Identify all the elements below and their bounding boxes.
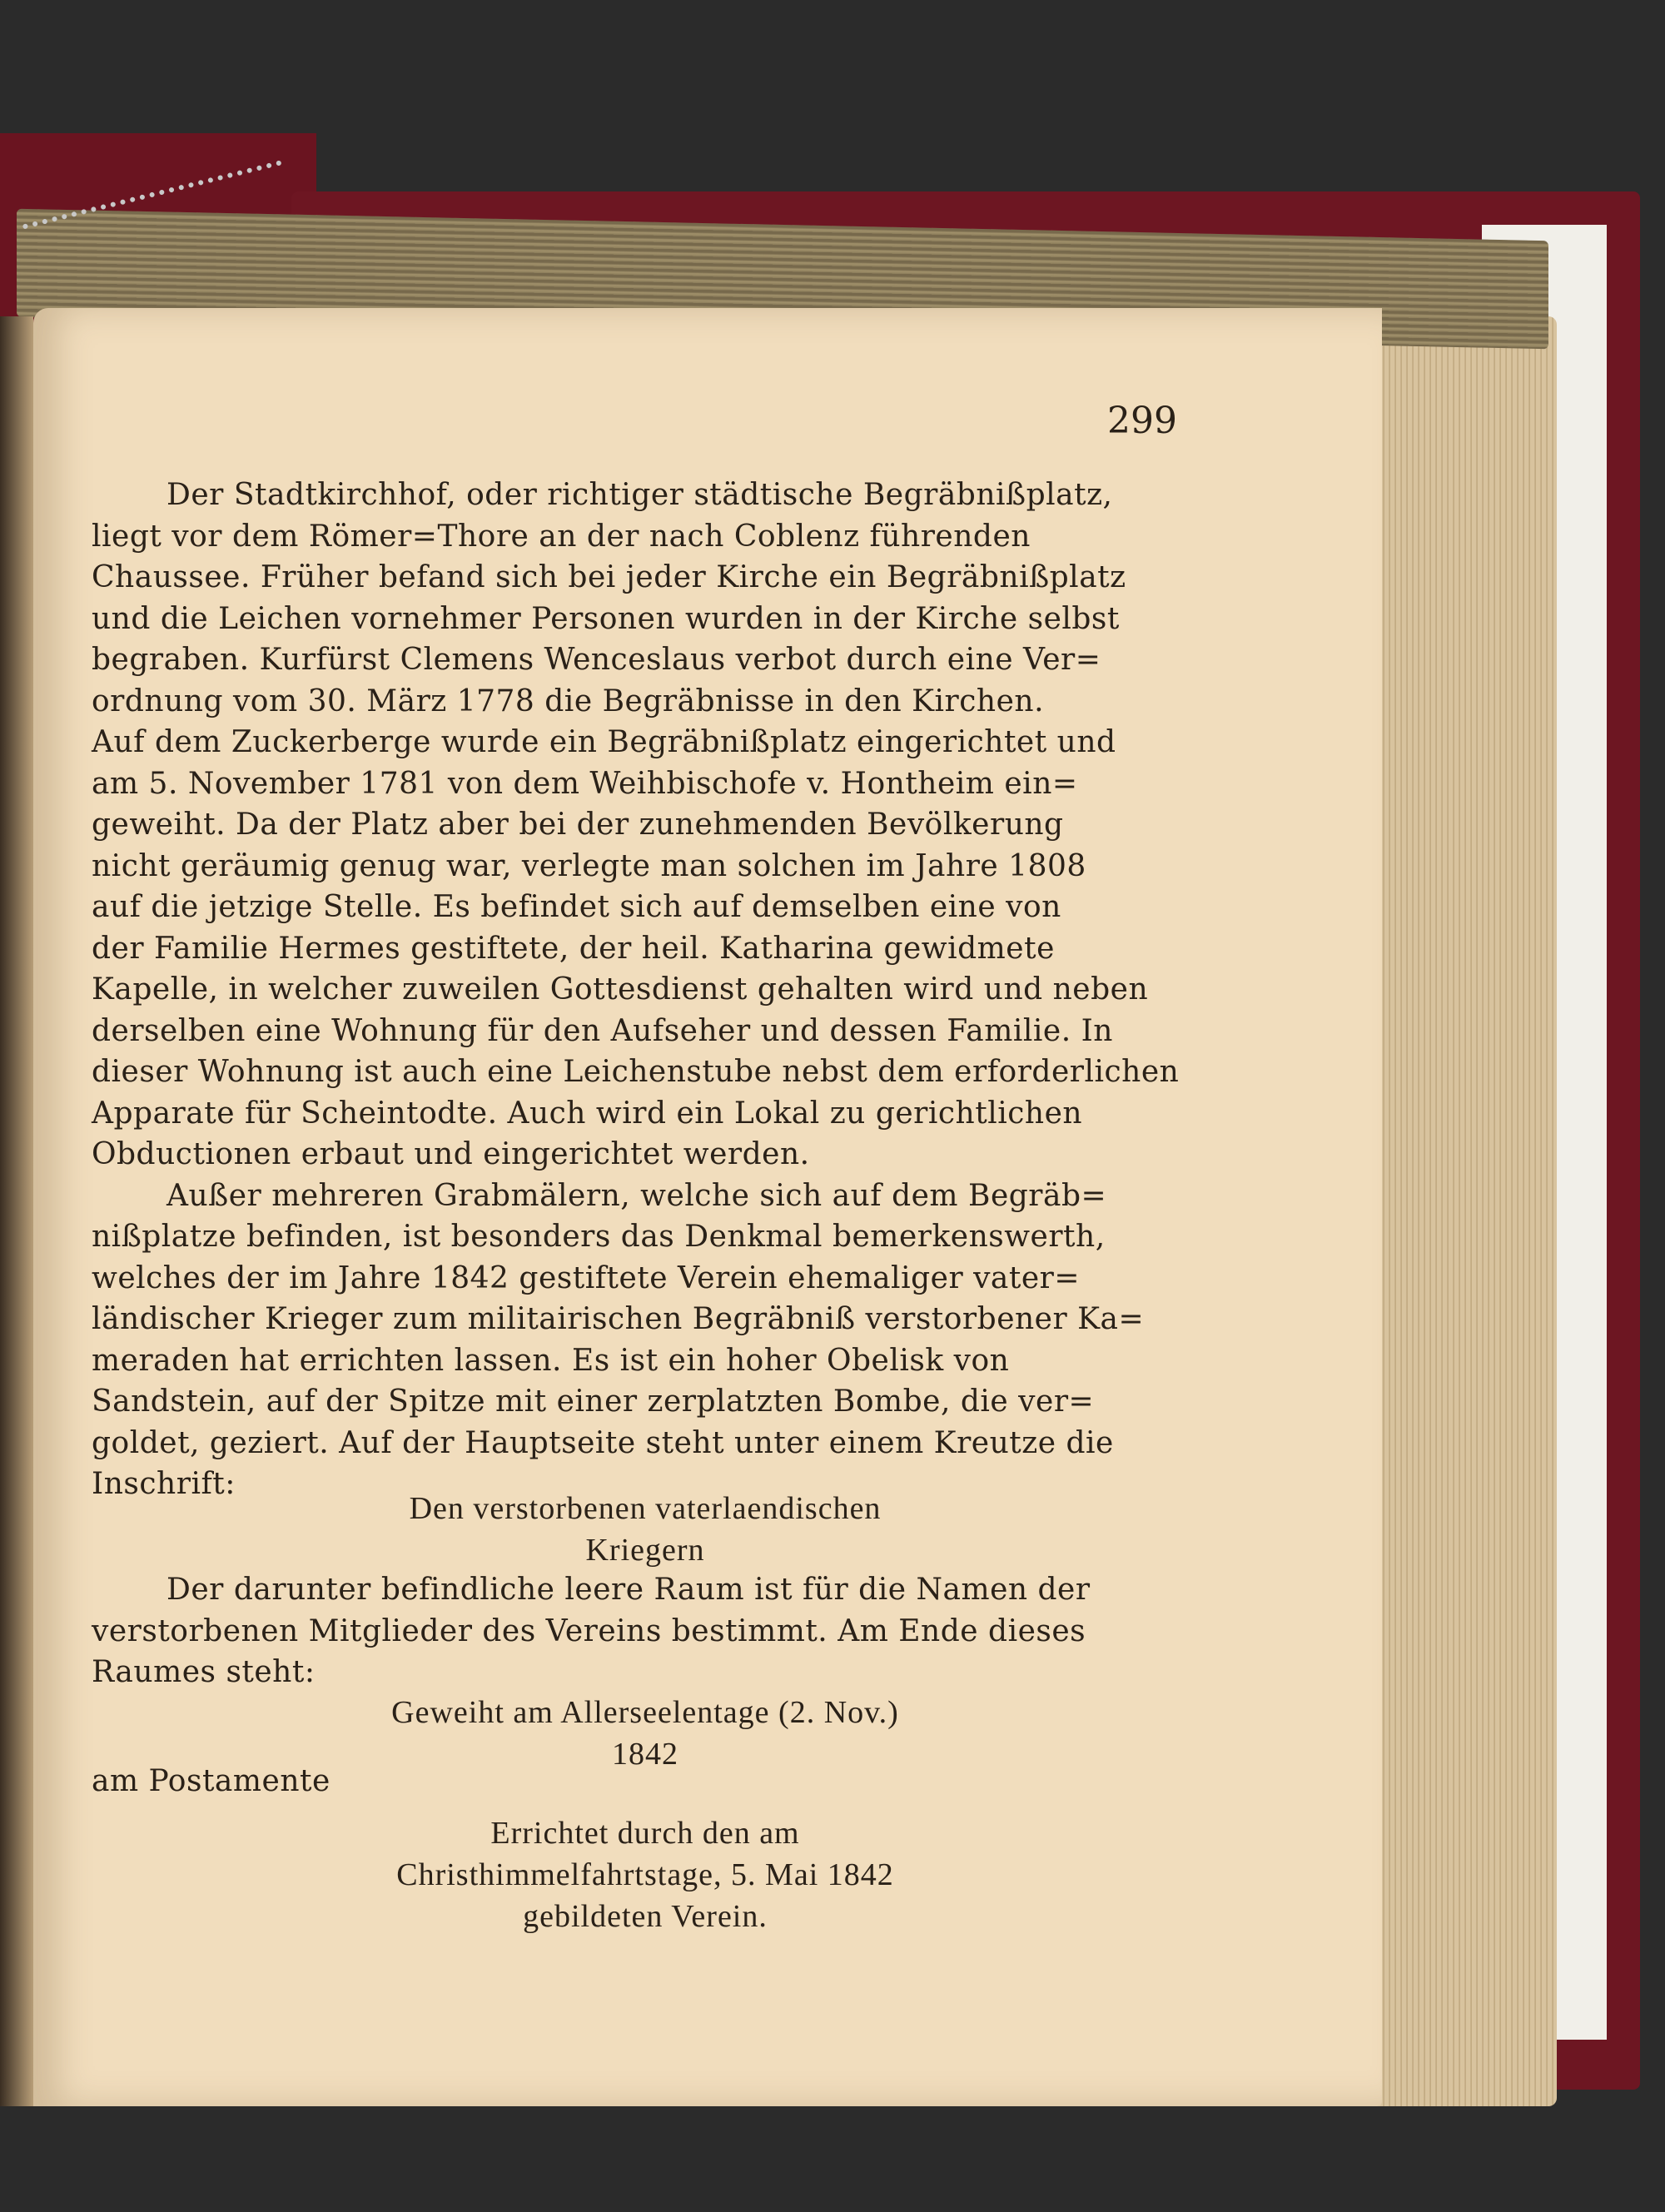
page-gutter: [0, 316, 33, 2106]
text-line: nicht geräumig genug war, verlegte man solchen im Jahre 1808: [92, 848, 1086, 883]
text-line: Auf dem Zuckerberge wurde ein Begräbnißplatz eingerichtet und: [92, 725, 1116, 759]
paragraph-1: [92, 475, 1199, 1176]
inscription-line: Errichtet durch den am: [490, 1816, 800, 1851]
text-line: Inschrift:: [92, 1467, 236, 1501]
text-line: verstorbenen Mitglieder des Vereins bestimmt. Am Ende dieses: [92, 1613, 1086, 1648]
text-line: Chaussee. Früher befand sich bei jeder Kirche ein Begräbnißplatz: [92, 560, 1126, 594]
text-line: ordnung vom 30. März 1778 die Begräbnisse in den Kirchen.: [92, 683, 1045, 718]
text-line: und die Leichen vornehmer Personen wurden in der Kirche selbst: [92, 601, 1120, 636]
text-line: liegt vor dem Römer=Thore an der nach Coblenz führenden: [92, 519, 1031, 554]
text-line: am 5. November 1781 von dem Weihbischofe v. Hontheim ein=: [92, 766, 1078, 801]
text-line: derselben eine Wohnung für den Aufseher und dessen Familie. In: [92, 1013, 1113, 1048]
paragraph-3: [92, 1569, 1199, 1693]
inscription-line: Den verstorbenen vaterlaendischen: [409, 1491, 882, 1526]
text-line: nißplatze befinden, ist besonders das Denkmal bemerkenswerth,: [92, 1220, 1106, 1254]
postament-label: am Postamente: [92, 1764, 331, 1798]
page-edges: [1374, 316, 1557, 2106]
text-line: welches der im Jahre 1842 gestiftete Verein ehemaliger vater=: [92, 1260, 1081, 1295]
inscription-line: gebildeten Verein.: [523, 1899, 768, 1934]
text-line: Außer mehreren Grabmälern, welche sich auf dem Begräb=: [166, 1178, 1107, 1213]
text-line: Kapelle, in welcher zuweilen Gottesdienst gehalten wird und neben: [92, 972, 1149, 1007]
text-line: Raumes steht:: [92, 1655, 316, 1689]
text-line: der Familie Hermes gestiftete, der heil. Katharina gewidmete: [92, 931, 1055, 966]
postament-label-wrap: [92, 1761, 1199, 1802]
body-text: [92, 475, 1199, 1505]
text-line: begraben. Kurfürst Clemens Wenceslaus verbot durch eine Ver=: [92, 643, 1101, 677]
text-line: geweiht. Da der Platz aber bei der zunehmenden Bevölkerung: [92, 808, 1064, 842]
page-number: 299: [1107, 400, 1177, 442]
text-line: ländischer Krieger zum militairischen Begräbniß verstorbener Ka=: [92, 1302, 1145, 1336]
inscription-line: Christhimmelfahrtstage, 5. Mai 1842: [396, 1857, 894, 1892]
inscription-line: Geweiht am Allerseelentage (2. Nov.): [391, 1695, 899, 1730]
text-line: goldet, geziert. Auf der Hauptseite steht unter einem Kreutze die: [92, 1425, 1114, 1460]
text-line: auf die jetzige Stelle. Es befindet sich auf demselben eine von: [92, 890, 1061, 924]
paragraph-2: [92, 1176, 1199, 1505]
text-line: dieser Wohnung ist auch eine Leichenstube nebst dem erforderlichen: [92, 1055, 1180, 1089]
text-line: Sandstein, auf der Spitze mit einer zerplatzten Bombe, die ver=: [92, 1384, 1095, 1419]
text-line: Der Stadtkirchhof, oder richtiger städtische Begräbnißplatz,: [166, 478, 1113, 512]
inscription-line: Kriegern: [585, 1533, 705, 1568]
text-line: Obductionen erbaut und eingerichtet werden.: [92, 1137, 810, 1171]
text-line: meraden hat errichten lassen. Es ist ein hoher Obelisk von: [92, 1343, 1010, 1378]
text-line: Apparate für Scheintodte. Auch wird ein Lokal zu gerichtlichen: [92, 1096, 1083, 1131]
inscription-line: 1842: [612, 1737, 678, 1772]
text-line: Der darunter befindliche leere Raum ist für die Namen der: [166, 1573, 1091, 1607]
